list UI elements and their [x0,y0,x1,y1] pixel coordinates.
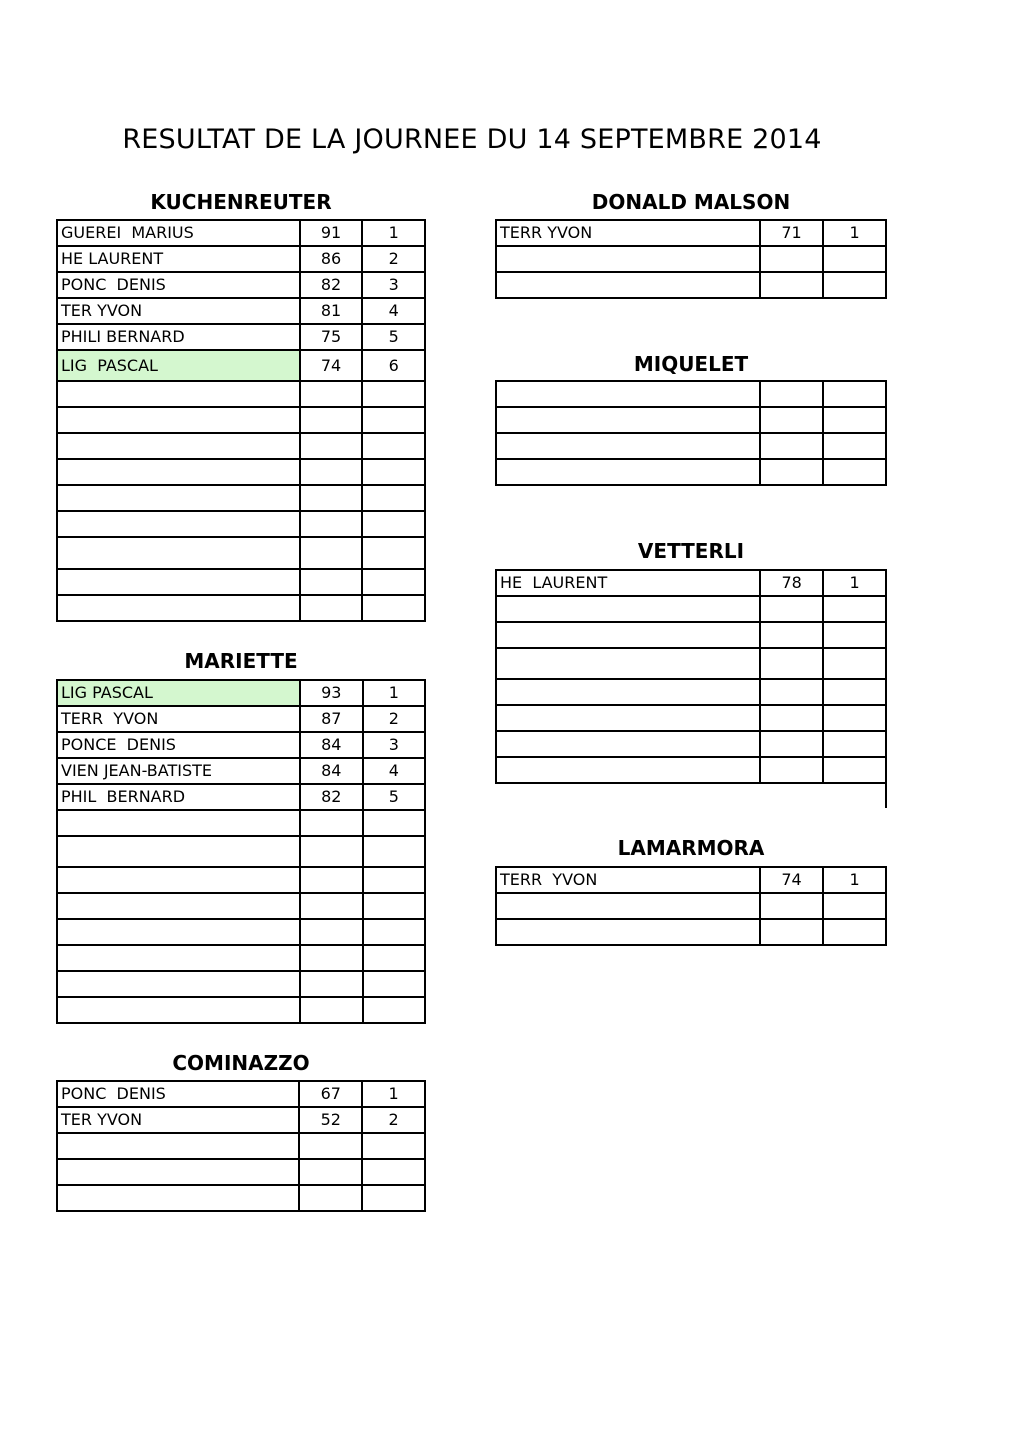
table-row [57,485,425,511]
rank-cell: 1 [823,570,886,596]
rank-cell [823,272,886,298]
table-row [57,867,425,893]
section-title: LAMARMORA [617,836,765,860]
competitor-name-cell [496,705,760,731]
table-row [57,511,425,537]
page-title: RESULTAT DE LA JOURNEE DU 14 SEPTEMBRE 2014 [122,124,822,155]
score-cell: 82 [300,784,363,810]
rank-cell [362,1133,425,1159]
rank-cell [362,1185,425,1211]
rank-cell: 2 [362,1107,425,1133]
table-row [57,680,425,706]
table-row [57,997,425,1023]
table-row [57,919,425,945]
competitor-name-cell [496,272,760,298]
rank-cell: 1 [823,220,886,246]
score-cell [300,537,363,569]
rank-cell: 4 [362,298,425,324]
table-row [57,324,425,350]
score-cell [300,459,363,485]
rank-cell [362,595,425,621]
competitor-name-cell: VIEN JEAN-BATISTE [57,758,300,784]
score-cell: 93 [300,680,363,706]
table-row [57,971,425,997]
rank-cell [362,433,425,459]
results-table [56,679,426,1024]
score-cell [760,731,823,757]
competitor-name-cell [57,867,300,893]
score-cell [300,810,363,836]
section-title: COMINAZZO [172,1051,310,1075]
rank-cell [823,893,886,919]
results-table [56,1080,426,1212]
table-row [57,1185,425,1211]
competitor-name-cell [496,246,760,272]
competitor-name-cell [496,596,760,622]
table-row [57,945,425,971]
competitor-name-cell [57,1159,299,1185]
rank-cell [362,1159,425,1185]
table-row [496,867,886,893]
rank-cell [823,731,886,757]
competitor-name-cell [57,537,300,569]
table-row [57,836,425,867]
rank-cell [363,919,425,945]
score-cell [760,381,823,407]
table-row [57,569,425,595]
competitor-name-cell: PONC DENIS [57,272,300,298]
rank-cell [363,810,425,836]
score-cell [300,433,363,459]
score-cell [299,1133,362,1159]
rank-cell: 2 [362,246,425,272]
score-cell [300,485,363,511]
table-row [57,381,425,407]
competitor-name-cell [496,459,760,485]
competitor-name-cell: TERR YVON [496,220,760,246]
table-row [57,246,425,272]
table-row [57,459,425,485]
competitor-name-cell [496,433,760,459]
rank-cell: 4 [363,758,425,784]
table-row [57,537,425,569]
competitor-name-cell: HE LAURENT [496,570,760,596]
rank-cell [823,246,886,272]
competitor-name-cell [496,381,760,407]
competitor-name-cell [57,893,300,919]
table-row [496,596,886,622]
score-cell [760,919,823,945]
results-table [495,569,887,784]
score-cell [300,893,363,919]
score-cell [300,919,363,945]
rank-cell: 6 [362,350,425,381]
table-row [57,220,425,246]
rank-cell: 5 [363,784,425,810]
competitor-name-cell [57,945,300,971]
competitor-name-cell [57,569,300,595]
competitor-name-cell [496,679,760,705]
score-cell [300,945,363,971]
rank-cell [823,757,886,783]
score-cell [760,705,823,731]
results-table [495,380,887,486]
table-row [496,246,886,272]
competitor-name-cell [57,971,300,997]
table-row [496,622,886,648]
score-cell [300,997,363,1023]
score-cell: 84 [300,732,363,758]
rank-cell [362,511,425,537]
competitor-name-cell: LIG PASCAL [57,680,300,706]
competitor-name-cell [496,622,760,648]
rank-cell [362,569,425,595]
competitor-name-cell [57,485,300,511]
score-cell: 84 [300,758,363,784]
table-row [57,1081,425,1107]
competitor-name-cell [57,810,300,836]
competitor-name-cell [496,407,760,433]
score-cell [760,893,823,919]
section-title: MIQUELET [633,352,749,376]
competitor-name-cell: PONC DENIS [57,1081,299,1107]
rank-cell [823,596,886,622]
table-row [57,350,425,381]
rank-cell [363,867,425,893]
score-cell: 52 [299,1107,362,1133]
score-cell [299,1159,362,1185]
table-row [57,706,425,732]
section-title: DONALD MALSON [591,190,791,214]
score-cell [760,757,823,783]
table-row [496,731,886,757]
score-cell [300,381,363,407]
rank-cell: 1 [363,680,425,706]
table-row [57,272,425,298]
score-cell [299,1185,362,1211]
score-cell: 74 [760,867,823,893]
rank-cell [823,919,886,945]
competitor-name-cell: TERR YVON [57,706,300,732]
table-row [496,381,886,407]
competitor-name-cell [57,919,300,945]
table-row [57,1107,425,1133]
competitor-name-cell [57,595,300,621]
table-row [496,757,886,783]
table-row [57,784,425,810]
competitor-name-cell: HE LAURENT [57,246,300,272]
rank-cell: 1 [362,220,425,246]
score-cell [760,622,823,648]
rank-cell [362,381,425,407]
table-row [57,298,425,324]
score-cell [300,595,363,621]
table-row [496,570,886,596]
competitor-name-cell: GUEREI MARIUS [57,220,300,246]
table-row [57,1133,425,1159]
score-cell [760,679,823,705]
rank-cell [823,459,886,485]
competitor-name-cell: TERR YVON [496,867,760,893]
table-row [496,220,886,246]
score-cell: 82 [300,272,363,298]
score-cell [300,867,363,893]
competitor-name-cell: LIG PASCAL [57,350,300,381]
competitor-name-cell [57,836,300,867]
score-cell: 75 [300,324,363,350]
score-cell [760,459,823,485]
results-table [495,219,887,299]
table-row [496,893,886,919]
score-cell: 67 [299,1081,362,1107]
score-cell: 86 [300,246,363,272]
score-cell [300,569,363,595]
rank-cell [363,893,425,919]
competitor-name-cell [496,893,760,919]
competitor-name-cell [57,381,300,407]
rank-cell [363,971,425,997]
score-cell [300,971,363,997]
competitor-name-cell [57,1133,299,1159]
competitor-name-cell [57,511,300,537]
table-row [496,919,886,945]
table-row [57,595,425,621]
table-row [496,459,886,485]
table-row [57,810,425,836]
rank-cell [823,679,886,705]
rank-cell [823,705,886,731]
table-edge-line [885,782,887,808]
results-table [495,866,887,946]
section-title: VETTERLI [637,539,745,563]
table-row [57,732,425,758]
rank-cell: 1 [823,867,886,893]
table-row [496,433,886,459]
competitor-name-cell [496,757,760,783]
competitor-name-cell: TER YVON [57,298,300,324]
table-row [496,407,886,433]
competitor-name-cell [57,997,300,1023]
rank-cell [823,407,886,433]
rank-cell [362,459,425,485]
rank-cell [363,997,425,1023]
competitor-name-cell [496,648,760,679]
rank-cell: 3 [363,732,425,758]
table-row [57,1159,425,1185]
score-cell: 87 [300,706,363,732]
score-cell [760,648,823,679]
rank-cell [363,836,425,867]
section-title: KUCHENREUTER [150,190,332,214]
table-row [57,893,425,919]
rank-cell [823,381,886,407]
section-title: MARIETTE [184,649,298,673]
rank-cell [362,485,425,511]
rank-cell [823,433,886,459]
rank-cell [823,622,886,648]
competitor-name-cell: PONCE DENIS [57,732,300,758]
score-cell [760,407,823,433]
table-row [496,705,886,731]
competitor-name-cell: TER YVON [57,1107,299,1133]
competitor-name-cell [57,433,300,459]
score-cell: 81 [300,298,363,324]
score-cell [760,433,823,459]
competitor-name-cell: PHIL BERNARD [57,784,300,810]
score-cell [300,836,363,867]
score-cell [300,511,363,537]
score-cell: 71 [760,220,823,246]
table-row [57,433,425,459]
table-row [496,648,886,679]
rank-cell [362,537,425,569]
results-table [56,219,426,622]
table-row [57,758,425,784]
competitor-name-cell [57,1185,299,1211]
table-row [57,407,425,433]
rank-cell: 3 [362,272,425,298]
table-row [496,679,886,705]
competitor-name-cell: PHILI BERNARD [57,324,300,350]
rank-cell [363,945,425,971]
score-cell [300,407,363,433]
score-cell: 74 [300,350,363,381]
competitor-name-cell [496,731,760,757]
rank-cell: 2 [363,706,425,732]
score-cell [760,246,823,272]
score-cell [760,596,823,622]
rank-cell [362,407,425,433]
rank-cell [823,648,886,679]
competitor-name-cell [57,407,300,433]
score-cell [760,272,823,298]
competitor-name-cell [496,919,760,945]
rank-cell: 1 [362,1081,425,1107]
score-cell: 78 [760,570,823,596]
score-cell: 91 [300,220,363,246]
competitor-name-cell [57,459,300,485]
table-row [496,272,886,298]
rank-cell: 5 [362,324,425,350]
